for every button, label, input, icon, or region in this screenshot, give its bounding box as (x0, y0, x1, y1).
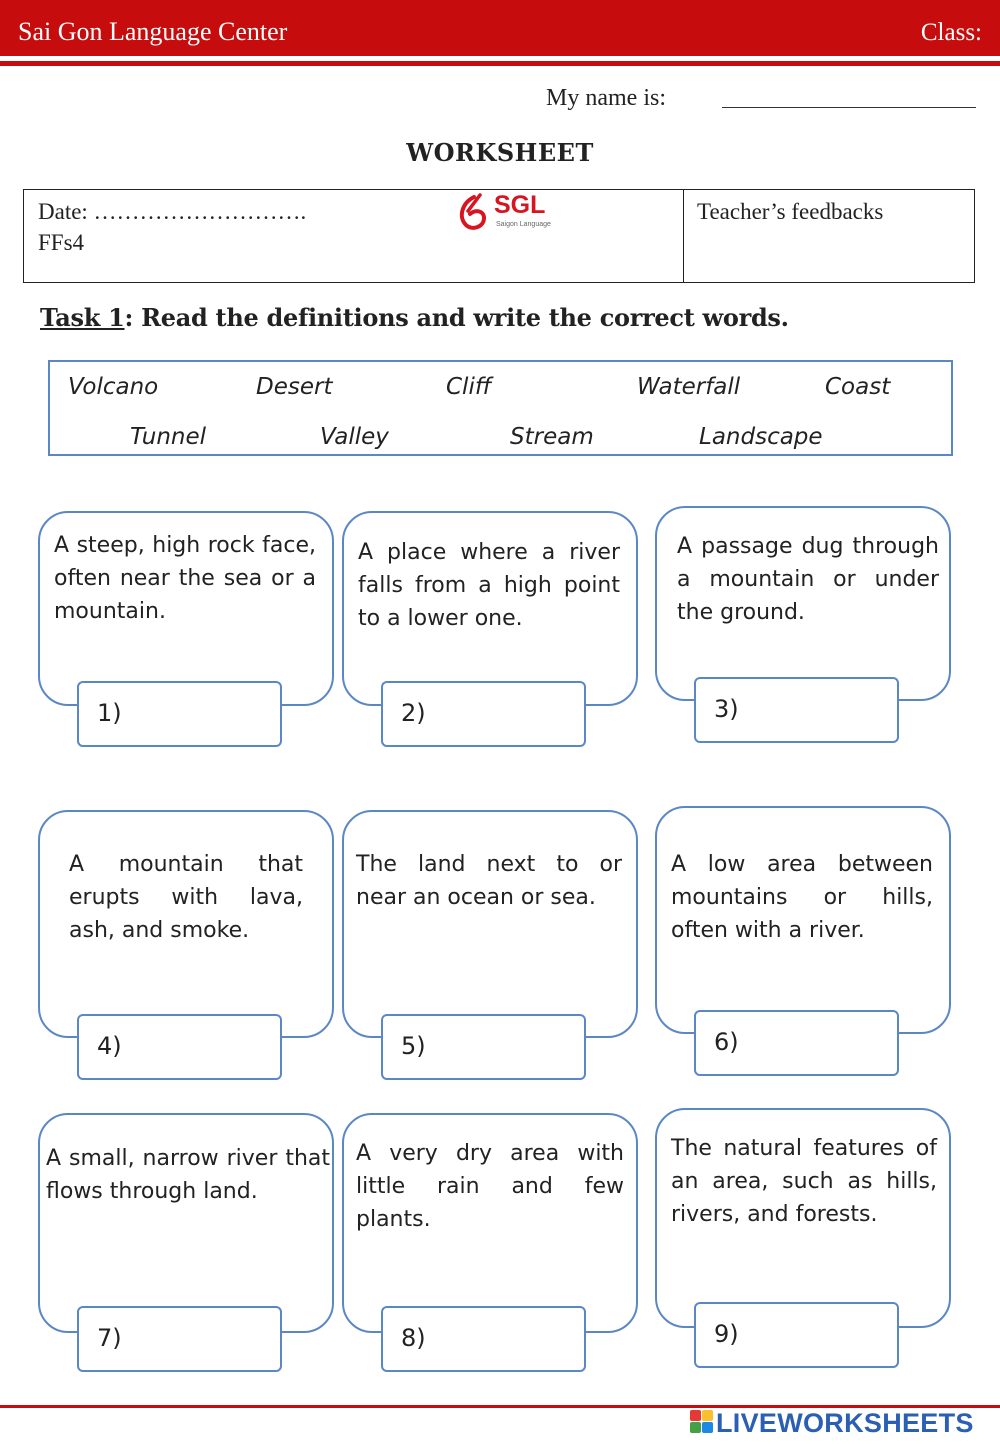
course-code: FFs4 (38, 230, 85, 255)
answer-number: 7) (97, 1324, 122, 1352)
name-input-line[interactable] (722, 107, 976, 108)
word-bank-item: Stream (510, 424, 594, 450)
word-bank-item: Tunnel (130, 424, 207, 450)
word-bank-item: Valley (320, 424, 389, 450)
definition-text: A passage dug through a mountain or under the ground. (677, 534, 939, 625)
answer-number: 2) (401, 699, 426, 727)
definition-text: A very dry area with little rain and few plants. (356, 1141, 624, 1232)
definition-card-2 (342, 511, 638, 706)
answer-number: 3) (714, 695, 739, 723)
task-instruction: : Read the definitions and write the correct words. (124, 303, 789, 332)
definition-text: The natural features of an area, such as hills, rivers, and forests. (671, 1136, 937, 1227)
sgl-logo (454, 191, 564, 233)
definition-text: A place where a river falls from a high point to a lower one. (358, 540, 620, 631)
word-bank-item: Waterfall (637, 374, 741, 400)
word-bank-item: Coast (825, 374, 891, 400)
definition-card-6 (655, 806, 951, 1034)
teacher-feedback-label: Teacher’s feedbacks (697, 199, 884, 224)
brand-text: LIVEWORKSHEETS (716, 1408, 974, 1438)
answer-box-5[interactable] (381, 1014, 586, 1080)
task-number: Task 1 (40, 303, 125, 332)
sgl-swirl-icon (454, 191, 494, 233)
info-table (23, 189, 975, 283)
answer-box-8[interactable] (381, 1306, 586, 1372)
answer-box-9[interactable] (694, 1302, 899, 1368)
logo-text: SGL (494, 191, 546, 219)
answer-number: 8) (401, 1324, 426, 1352)
answer-box-3[interactable] (694, 677, 899, 743)
word-bank-item: Volcano (68, 374, 159, 400)
answer-number: 1) (97, 699, 122, 727)
word-bank-item: Landscape (699, 424, 823, 450)
definition-card-1 (38, 511, 334, 706)
answer-box-7[interactable] (77, 1306, 282, 1372)
word-bank-item: Cliff (446, 374, 492, 400)
definition-card-7 (38, 1113, 334, 1333)
definition-card-4 (38, 810, 334, 1038)
definition-text: A mountain that erupts with lava, ash, and smoke. (69, 852, 303, 943)
task-title (40, 303, 789, 332)
answer-box-4[interactable] (77, 1014, 282, 1080)
definition-card-3 (655, 506, 951, 701)
liveworksheets-logo-icon (690, 1410, 714, 1434)
page-title: WORKSHEET (406, 138, 594, 167)
table-divider (683, 190, 684, 282)
definition-card-5 (342, 810, 638, 1038)
date-label: Date: ………………………. (38, 199, 307, 224)
definition-card-9 (655, 1108, 951, 1328)
definition-text: A low area between mountains or hills, often with a river. (671, 852, 933, 943)
definition-card-8 (342, 1113, 638, 1333)
word-bank (48, 360, 953, 456)
definition-text: A steep, high rock face, often near the sea or a mountain. (54, 533, 316, 624)
definition-text: The land next to or near an ocean or sea. (356, 852, 622, 910)
answer-number: 9) (714, 1320, 739, 1348)
word-bank-item: Desert (256, 374, 333, 400)
answer-number: 4) (97, 1032, 122, 1060)
liveworksheets-brand[interactable] (690, 1406, 990, 1436)
answer-number: 6) (714, 1028, 739, 1056)
class-label: Class: (920, 19, 982, 46)
name-label: My name is: (546, 85, 666, 111)
answer-box-6[interactable] (694, 1010, 899, 1076)
header-divider (0, 61, 1000, 66)
answer-box-1[interactable] (77, 681, 282, 747)
center-name: Sai Gon Language Center (18, 17, 288, 46)
definition-text: A small, narrow river that flows through land. (46, 1146, 330, 1204)
answer-box-2[interactable] (381, 681, 586, 747)
answer-number: 5) (401, 1032, 426, 1060)
logo-subtext: Saigon Language (496, 221, 551, 228)
